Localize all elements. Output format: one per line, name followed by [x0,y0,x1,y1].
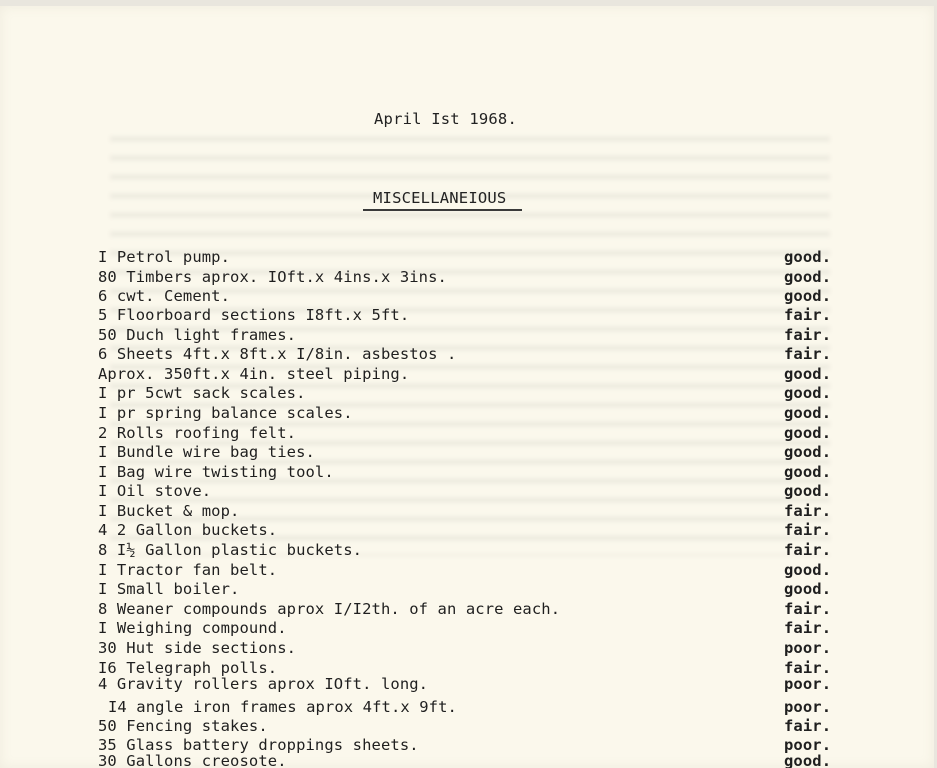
item-condition: fair. [784,659,832,677]
list-item [0,521,934,541]
item-description: 4 Gravity rollers aprox IOft. long. [98,675,429,693]
item-condition: fair. [784,541,832,559]
item-condition: good. [784,268,832,286]
item-description: 8 Weaner compounds aprox I/I2th. of an acre each. [98,600,561,618]
list-item [0,306,934,326]
item-description: I Oil stove. [98,482,212,500]
section-heading: MISCELLANEIOUS [373,189,507,207]
list-item [0,287,934,307]
item-condition: good. [784,424,832,442]
item-description: 2 Rolls roofing felt. [98,424,297,442]
list-item [0,580,934,600]
item-condition: fair. [784,521,832,539]
list-item [0,541,934,561]
item-description: I pr 5cwt sack scales. [98,384,306,402]
list-item [0,463,934,483]
list-item [0,345,934,365]
item-description: 6 Sheets 4ft.x 8ft.x I/8in. asbestos . [98,345,457,363]
item-condition: fair. [784,717,832,735]
item-condition: good. [784,248,832,266]
item-description: I Weighing compound. [98,619,287,637]
item-condition: good. [784,365,832,383]
item-description: Aprox. 350ft.x 4in. steel piping. [98,365,410,383]
item-description: 5 Floorboard sections I8ft.x 5ft. [98,306,410,324]
item-condition: good. [784,482,832,500]
item-condition: fair. [784,619,832,637]
list-item [0,717,934,737]
list-item [0,365,934,385]
document-date: April Ist 1968. [374,110,517,128]
item-description: I4 angle iron frames aprox 4ft.x 9ft. [108,698,457,716]
item-condition: fair. [784,502,832,520]
item-description: I Bucket & mop. [98,502,240,520]
document-page [0,6,934,768]
list-item [0,619,934,639]
list-item [0,502,934,522]
item-description: 4 2 Gallon buckets. [98,521,278,539]
item-description: 50 Duch light frames. [98,326,297,344]
item-description: 30 Hut side sections. [98,639,297,657]
item-description: 50 Fencing stakes. [98,717,268,735]
item-description: I Bag wire twisting tool. [98,463,334,481]
item-condition: good. [784,561,832,579]
item-condition: poor. [784,698,832,716]
list-item [0,268,934,288]
item-description: 6 cwt. Cement. [98,287,231,305]
item-description: 30 Gallons creosote. [98,752,287,768]
item-condition: good. [784,580,832,598]
item-description: I Bundle wire bag ties. [98,443,315,461]
item-description: I Tractor fan belt. [98,561,278,579]
item-condition: good. [784,463,832,481]
list-item [0,561,934,581]
list-item [0,326,934,346]
item-description: I pr spring balance scales. [98,404,353,422]
list-item [0,443,934,463]
item-description: 8 I½ Gallon plastic buckets. [98,541,363,559]
item-condition: good. [784,287,832,305]
list-item [0,639,934,659]
list-item [0,752,934,768]
list-item [0,424,934,444]
list-item [0,384,934,404]
list-item [0,482,934,502]
item-description: I Small boiler. [98,580,240,598]
list-item [0,248,934,268]
item-condition: good. [784,384,832,402]
item-condition: good. [784,404,832,422]
list-item [0,675,934,695]
item-condition: poor. [784,736,832,754]
list-item [0,600,934,620]
item-condition: fair. [784,306,832,324]
item-condition: fair. [784,345,832,363]
item-description: 35 Glass battery droppings sheets. [98,736,419,754]
item-condition: good. [784,752,832,768]
item-condition: poor. [784,675,832,693]
item-condition: fair. [784,326,832,344]
item-description: 80 Timbers aprox. IOft.x 4ins.x 3ins. [98,268,447,286]
list-item [0,404,934,424]
item-condition: poor. [784,639,832,657]
list-item [0,698,934,718]
item-condition: fair. [784,600,832,618]
item-condition: good. [784,443,832,461]
item-description: I6 Telegraph polls. [98,659,278,677]
item-description: I Petrol pump. [98,248,231,266]
heading-underline [363,209,522,211]
